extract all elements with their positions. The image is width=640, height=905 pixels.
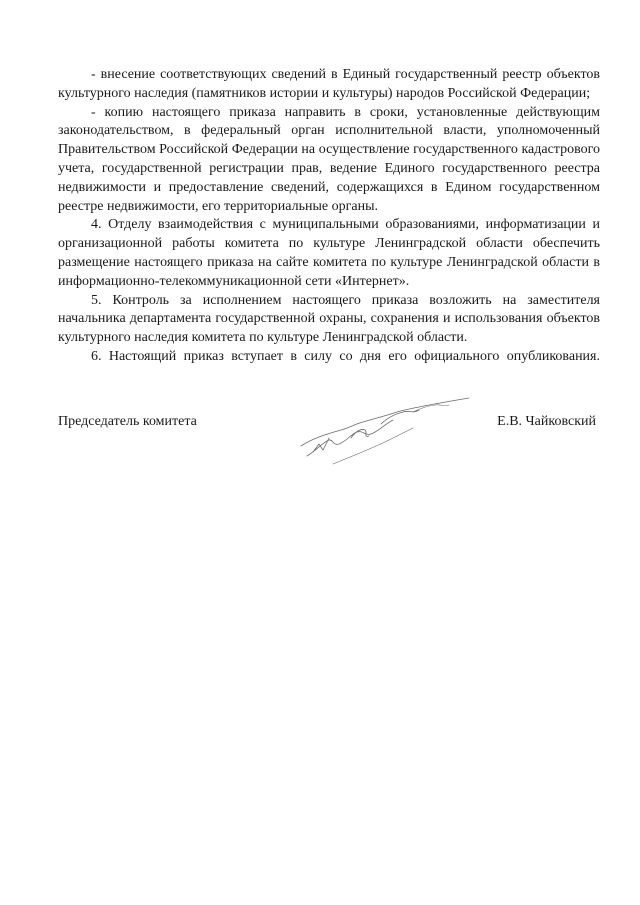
handwritten-signature xyxy=(293,394,493,474)
document-body xyxy=(58,66,600,367)
paragraph-item-6: 6. Настоящий приказ вступает в силу со дня его официального опубликования. xyxy=(91,348,600,364)
paragraph-copy-distribution: - копию настоящего приказа направить в сроки, установленные действующим законодательством, в федеральный орган исполнительной власти, уполномоченный Правительством Российской Федерации на осуществление государственного кадастрового учета, государственной регистрации прав, ведение Единого государственного реестра недвижимости и предоставление сведений, содержащихся в Едином государственном реестре недвижимости, его территориальные органы. xyxy=(58,104,600,214)
paragraph-registry-entry: - внесение соответствующих сведений в Единый государственный реестр объектов культурного наследия (памятников истории и культуры) народов Российской Федерации; xyxy=(58,67,600,101)
paragraph-item-4: 4. Отделу взаимодействия с муниципальными образованиями, информатизации и организационной работы комитета по культуре Ленинградской области обеспечить размещение настоящего приказа на сайте комитета по культуре Ленинградской области в информационно-телекоммуникационной сети «Интернет». xyxy=(58,217,600,289)
signature-block xyxy=(58,414,600,484)
signatory-name: Е.В. Чайковский xyxy=(497,414,596,429)
signatory-position: Председатель комитета xyxy=(58,414,197,429)
paragraph-item-5: 5. Контроль за исполнением настоящего приказа возложить на заместителя начальника департамента государственной охраны, сохранения и использования объектов культурного наследия комитета по культуре Ленинградской области. xyxy=(58,292,600,346)
